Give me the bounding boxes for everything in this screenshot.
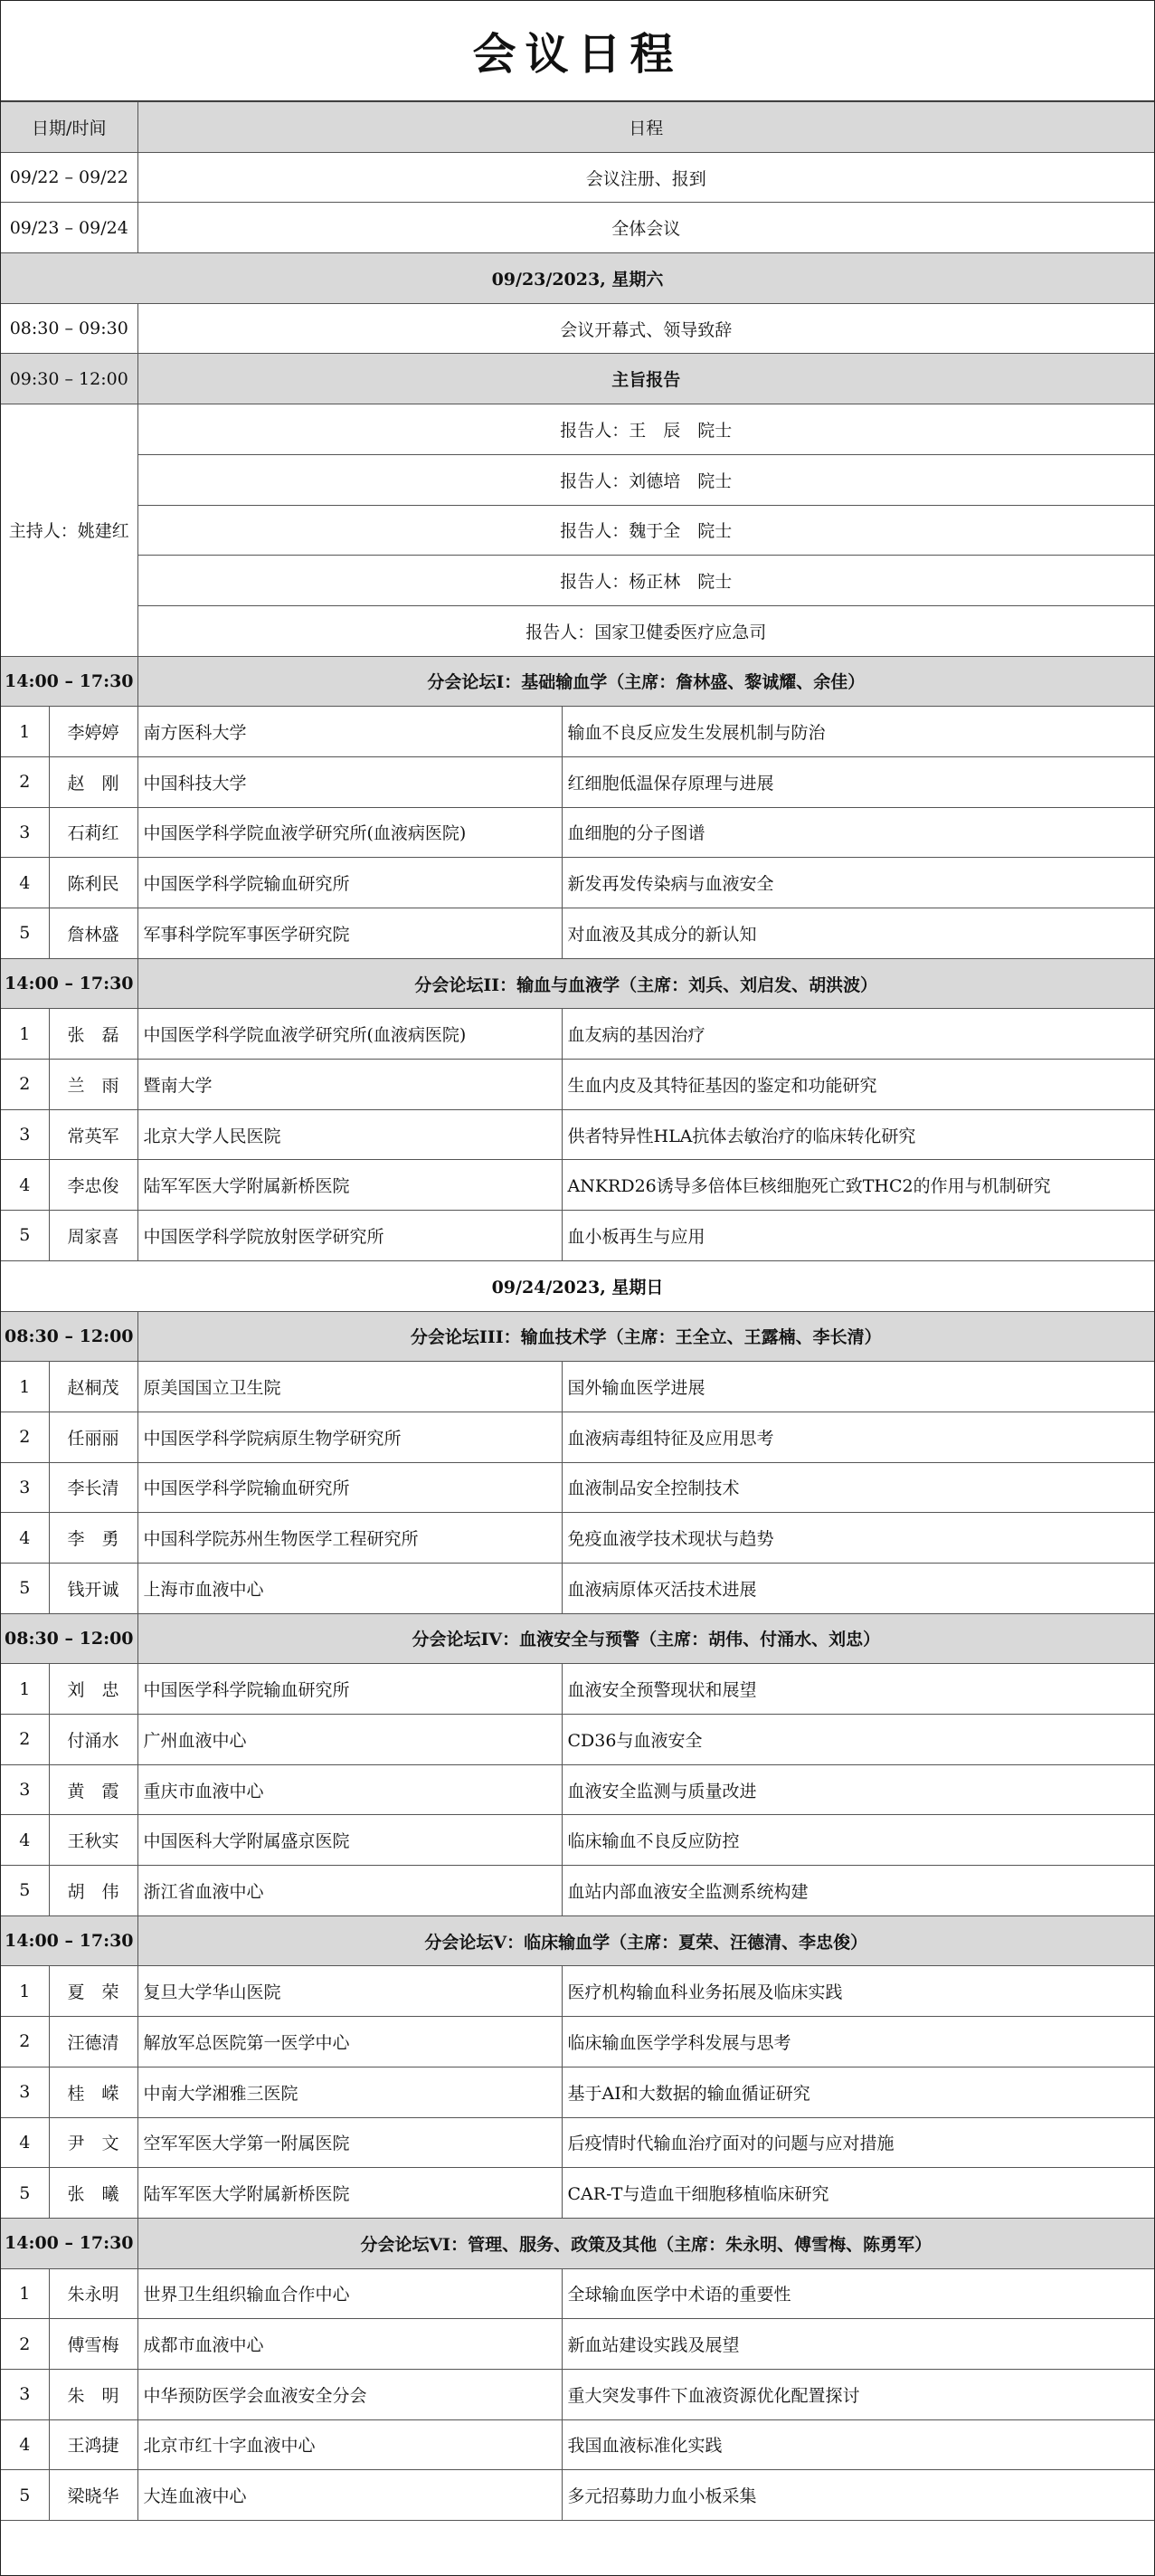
forum-title: 分会论坛VI：管理、服务、政策及其他（主席：朱永明、傅雪梅、陈勇军） (137, 2218, 1154, 2268)
speaker-name: 李长清 (49, 1462, 137, 1513)
speaker-organization: 中国医学科学院血液学研究所(血液病医院) (137, 1009, 562, 1060)
header-row (1, 102, 1154, 153)
speaker-topic: 我国血液标准化实践 (562, 2419, 1154, 2470)
speaker-number: 5 (1, 2470, 49, 2521)
speaker-name: 桂 嵘 (49, 2067, 137, 2117)
keynote-report-row (1, 505, 1154, 556)
speaker-number: 4 (1, 1160, 49, 1211)
overview-text: 全体会议 (137, 203, 1154, 253)
speaker-row (1, 2017, 1154, 2067)
page-title: 会议日程 (1, 1, 1154, 101)
speaker-name: 李婷婷 (49, 707, 137, 757)
day-header-row (1, 253, 1154, 304)
speaker-organization: 中国医学科学院输血研究所 (137, 1664, 562, 1715)
speaker-topic: 血细胞的分子图谱 (562, 807, 1154, 858)
speaker-name: 胡 伟 (49, 1866, 137, 1916)
forum-header-row (1, 2218, 1154, 2268)
speaker-topic: 输血不良反应发生发展机制与防治 (562, 707, 1154, 757)
speaker-topic: 血液病毒组特征及应用思考 (562, 1412, 1154, 1462)
speaker-organization: 中南大学湘雅三医院 (137, 2067, 562, 2117)
keynote-report: 报告人：国家卫健委医疗应急司 (137, 605, 1154, 656)
speaker-number: 1 (1, 1362, 49, 1412)
speaker-number: 3 (1, 1764, 49, 1815)
speaker-organization: 广州血液中心 (137, 1715, 562, 1765)
speaker-organization: 中国医学科学院病原生物学研究所 (137, 1412, 562, 1462)
speaker-number: 2 (1, 756, 49, 807)
schedule-body (1, 102, 1154, 2521)
speaker-name: 刘 忠 (49, 1664, 137, 1715)
forum-time: 14:00 – 17:30 (1, 1915, 137, 1966)
speaker-name: 张 磊 (49, 1009, 137, 1060)
speaker-row (1, 1866, 1154, 1916)
speaker-number: 5 (1, 1866, 49, 1916)
speaker-topic: 血液安全预警现状和展望 (562, 1664, 1154, 1715)
keynote-time: 09:30 – 12:00 (1, 354, 137, 404)
speaker-organization: 大连血液中心 (137, 2470, 562, 2521)
speaker-number: 3 (1, 2369, 49, 2419)
speaker-topic: 医疗机构输血科业务拓展及临床实践 (562, 1966, 1154, 2017)
speaker-number: 4 (1, 2419, 49, 2470)
speaker-organization: 中国医科大学附属盛京医院 (137, 1815, 562, 1866)
speaker-name: 梁晓华 (49, 2470, 137, 2521)
keynote-host: 主持人：姚建红 (1, 404, 137, 656)
speaker-organization: 世界卫生组织输血合作中心 (137, 2268, 562, 2319)
speaker-row (1, 1060, 1154, 1110)
overview-row (1, 152, 1154, 203)
keynote-report-row (1, 605, 1154, 656)
forum-header-row (1, 1915, 1154, 1966)
speaker-organization: 陆军军医大学附属新桥医院 (137, 1160, 562, 1211)
speaker-number: 1 (1, 1009, 49, 1060)
speaker-organization: 中华预防医学会血液安全分会 (137, 2369, 562, 2419)
speaker-number: 5 (1, 1211, 49, 1261)
speaker-row (1, 1966, 1154, 2017)
speaker-organization: 中国医学科学院血液学研究所(血液病医院) (137, 807, 562, 858)
opening-text: 会议开幕式、领导致辞 (137, 303, 1154, 354)
forum-title: 分会论坛IV：血液安全与预警（主席：胡伟、付涌水、刘忠） (137, 1613, 1154, 1664)
speaker-number: 1 (1, 1664, 49, 1715)
speaker-row (1, 1462, 1154, 1513)
keynote-report: 报告人：杨正林 院士 (137, 556, 1154, 606)
speaker-topic: 血小板再生与应用 (562, 1211, 1154, 1261)
speaker-topic: 全球输血医学中术语的重要性 (562, 2268, 1154, 2319)
speaker-row (1, 1563, 1154, 1613)
speaker-row (1, 1160, 1154, 1211)
speaker-topic: 多元招募助力血小板采集 (562, 2470, 1154, 2521)
speaker-organization: 中国科技大学 (137, 756, 562, 807)
speaker-row (1, 1715, 1154, 1765)
speaker-organization: 中国医学科学院放射医学研究所 (137, 1211, 562, 1261)
header-schedule: 日程 (137, 102, 1154, 153)
speaker-number: 3 (1, 2067, 49, 2117)
speaker-organization: 成都市血液中心 (137, 2319, 562, 2370)
header-date-time: 日期/时间 (1, 102, 137, 153)
speaker-number: 4 (1, 858, 49, 908)
overview-time: 09/23 – 09/24 (1, 203, 137, 253)
speaker-row (1, 707, 1154, 757)
speaker-number: 1 (1, 1966, 49, 2017)
speaker-row (1, 2168, 1154, 2219)
speaker-row (1, 2268, 1154, 2319)
speaker-number: 3 (1, 1462, 49, 1513)
speaker-name: 常英军 (49, 1109, 137, 1160)
speaker-name: 陈利民 (49, 858, 137, 908)
speaker-name: 詹林盛 (49, 908, 137, 959)
forum-title: 分会论坛V：临床输血学（主席：夏荣、汪德清、李忠俊） (137, 1915, 1154, 1966)
speaker-topic: 血液安全监测与质量改进 (562, 1764, 1154, 1815)
opening-time: 08:30 – 09:30 (1, 303, 137, 354)
speaker-name: 夏 荣 (49, 1966, 137, 2017)
speaker-topic: 血友病的基因治疗 (562, 1009, 1154, 1060)
speaker-row (1, 1764, 1154, 1815)
speaker-topic: 临床输血不良反应防控 (562, 1815, 1154, 1866)
speaker-number: 2 (1, 1060, 49, 1110)
speaker-name: 李忠俊 (49, 1160, 137, 1211)
keynote-report-row (1, 454, 1154, 505)
day-date: 09/23/2023, 星期六 (1, 253, 1154, 304)
speaker-organization: 军事科学院军事医学研究院 (137, 908, 562, 959)
forum-title: 分会论坛III：输血技术学（主席：王全立、王露楠、李长清） (137, 1311, 1154, 1362)
speaker-topic: 基于AI和大数据的输血循证研究 (562, 2067, 1154, 2117)
keynote-title: 主旨报告 (137, 354, 1154, 404)
speaker-organization: 中国科学院苏州生物医学工程研究所 (137, 1513, 562, 1564)
speaker-number: 2 (1, 1412, 49, 1462)
speaker-row (1, 807, 1154, 858)
speaker-row (1, 756, 1154, 807)
speaker-number: 2 (1, 1715, 49, 1765)
speaker-topic: 供者特异性HLA抗体去敏治疗的临床转化研究 (562, 1109, 1154, 1160)
speaker-name: 黄 霞 (49, 1764, 137, 1815)
speaker-row (1, 2067, 1154, 2117)
speaker-topic: 后疫情时代输血治疗面对的问题与应对措施 (562, 2117, 1154, 2168)
forum-header-row (1, 958, 1154, 1009)
speaker-organization: 北京市红十字血液中心 (137, 2419, 562, 2470)
speaker-row (1, 2369, 1154, 2419)
speaker-name: 周家喜 (49, 1211, 137, 1261)
forum-title: 分会论坛I：基础输血学（主席：詹林盛、黎诚耀、余佳） (137, 656, 1154, 707)
speaker-row (1, 1815, 1154, 1866)
speaker-organization: 上海市血液中心 (137, 1563, 562, 1613)
speaker-topic: 血液制品安全控制技术 (562, 1462, 1154, 1513)
speaker-name: 王鸿捷 (49, 2419, 137, 2470)
speaker-organization: 复旦大学华山医院 (137, 1966, 562, 2017)
speaker-topic: CD36与血液安全 (562, 1715, 1154, 1765)
speaker-organization: 中国医学科学院输血研究所 (137, 1462, 562, 1513)
overview-time: 09/22 – 09/22 (1, 152, 137, 203)
speaker-topic: 红细胞低温保存原理与进展 (562, 756, 1154, 807)
forum-time: 14:00 – 17:30 (1, 656, 137, 707)
speaker-topic: 血液病原体灭活技术进展 (562, 1563, 1154, 1613)
overview-text: 会议注册、报到 (137, 152, 1154, 203)
speaker-row (1, 1109, 1154, 1160)
keynote-report: 报告人：魏于全 院士 (137, 505, 1154, 556)
speaker-number: 5 (1, 2168, 49, 2219)
speaker-name: 石莉红 (49, 807, 137, 858)
speaker-row (1, 1513, 1154, 1564)
speaker-number: 3 (1, 1109, 49, 1160)
speaker-organization: 空军军医大学第一附属医院 (137, 2117, 562, 2168)
speaker-number: 5 (1, 908, 49, 959)
speaker-topic: 血站内部血液安全监测系统构建 (562, 1866, 1154, 1916)
day-header-row (1, 1260, 1154, 1311)
keynote-report-row (1, 556, 1154, 606)
speaker-number: 3 (1, 807, 49, 858)
speaker-name: 朱 明 (49, 2369, 137, 2419)
speaker-row (1, 2319, 1154, 2370)
forum-time: 08:30 – 12:00 (1, 1311, 137, 1362)
speaker-number: 2 (1, 2017, 49, 2067)
speaker-number: 4 (1, 1815, 49, 1866)
speaker-topic: 对血液及其成分的新认知 (562, 908, 1154, 959)
speaker-row (1, 2117, 1154, 2168)
speaker-topic: CAR-T与造血干细胞移植临床研究 (562, 2168, 1154, 2219)
speaker-name: 李 勇 (49, 1513, 137, 1564)
speaker-name: 尹 文 (49, 2117, 137, 2168)
speaker-row (1, 908, 1154, 959)
speaker-name: 赵桐茂 (49, 1362, 137, 1412)
speaker-number: 1 (1, 707, 49, 757)
keynote-header-row (1, 354, 1154, 404)
opening-row (1, 303, 1154, 354)
keynote-report-row (1, 404, 1154, 455)
schedule-table (1, 101, 1154, 2521)
speaker-organization: 暨南大学 (137, 1060, 562, 1110)
speaker-name: 兰 雨 (49, 1060, 137, 1110)
speaker-name: 张 曦 (49, 2168, 137, 2219)
speaker-organization: 重庆市血液中心 (137, 1764, 562, 1815)
forum-time: 14:00 – 17:30 (1, 958, 137, 1009)
speaker-topic: 新发再发传染病与血液安全 (562, 858, 1154, 908)
speaker-name: 任丽丽 (49, 1412, 137, 1462)
speaker-number: 5 (1, 1563, 49, 1613)
speaker-row (1, 1664, 1154, 1715)
speaker-organization: 陆军军医大学附属新桥医院 (137, 2168, 562, 2219)
day-date: 09/24/2023, 星期日 (1, 1260, 1154, 1311)
speaker-organization: 南方医科大学 (137, 707, 562, 757)
speaker-topic: 临床输血医学学科发展与思考 (562, 2017, 1154, 2067)
speaker-organization: 浙江省血液中心 (137, 1866, 562, 1916)
speaker-row (1, 1009, 1154, 1060)
speaker-name: 钱开诚 (49, 1563, 137, 1613)
speaker-name: 赵 刚 (49, 756, 137, 807)
speaker-name: 汪德清 (49, 2017, 137, 2067)
keynote-report: 报告人：王 辰 院士 (137, 404, 1154, 455)
speaker-name: 王秋实 (49, 1815, 137, 1866)
speaker-topic: ANKRD26诱导多倍体巨核细胞死亡致THC2的作用与机制研究 (562, 1160, 1154, 1211)
speaker-organization: 北京大学人民医院 (137, 1109, 562, 1160)
speaker-topic: 生血内皮及其特征基因的鉴定和功能研究 (562, 1060, 1154, 1110)
overview-row (1, 203, 1154, 253)
speaker-organization: 中国医学科学院输血研究所 (137, 858, 562, 908)
speaker-row (1, 1211, 1154, 1261)
keynote-report: 报告人：刘德培 院士 (137, 454, 1154, 505)
speaker-name: 付涌水 (49, 1715, 137, 1765)
speaker-organization: 原美国国立卫生院 (137, 1362, 562, 1412)
speaker-organization: 解放军总医院第一医学中心 (137, 2017, 562, 2067)
speaker-row (1, 2419, 1154, 2470)
forum-header-row (1, 656, 1154, 707)
speaker-topic: 新血站建设实践及展望 (562, 2319, 1154, 2370)
speaker-row (1, 858, 1154, 908)
speaker-row (1, 2470, 1154, 2521)
speaker-number: 1 (1, 2268, 49, 2319)
speaker-number: 4 (1, 1513, 49, 1564)
speaker-number: 4 (1, 2117, 49, 2168)
speaker-topic: 重大突发事件下血液资源优化配置探讨 (562, 2369, 1154, 2419)
speaker-name: 朱永明 (49, 2268, 137, 2319)
speaker-name: 傅雪梅 (49, 2319, 137, 2370)
speaker-row (1, 1412, 1154, 1462)
speaker-row (1, 1362, 1154, 1412)
speaker-topic: 国外输血医学进展 (562, 1362, 1154, 1412)
forum-time: 08:30 – 12:00 (1, 1613, 137, 1664)
speaker-topic: 免疫血液学技术现状与趋势 (562, 1513, 1154, 1564)
forum-header-row (1, 1613, 1154, 1664)
speaker-number: 2 (1, 2319, 49, 2370)
forum-header-row (1, 1311, 1154, 1362)
forum-title: 分会论坛II：输血与血液学（主席：刘兵、刘启发、胡洪波） (137, 958, 1154, 1009)
forum-time: 14:00 – 17:30 (1, 2218, 137, 2268)
